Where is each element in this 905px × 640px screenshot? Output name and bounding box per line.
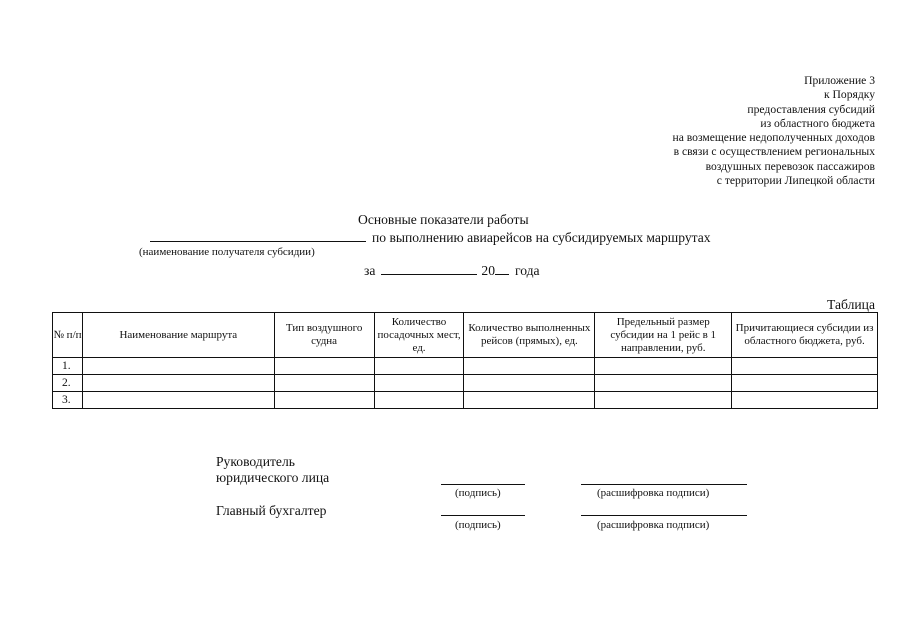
accountant-signature-note: (подпись) [455,519,501,531]
table-cell[interactable] [82,392,274,409]
accountant-decode-note: (расшифровка подписи) [597,519,710,531]
table-cell[interactable] [732,358,878,375]
period-blank[interactable] [381,263,477,275]
table-cell[interactable] [374,375,464,392]
year-blank[interactable] [495,263,509,275]
column-header: Количество выполненных рейсов (прямых), ед. [464,313,595,358]
annex-line: в связи с осуществлением региональных [673,145,875,159]
table-cell[interactable] [595,358,732,375]
accountant-decode-line[interactable] [581,515,747,516]
year-prefix: 20 [481,263,495,278]
row-number: 2. [53,375,83,392]
table-row [53,375,878,392]
annex-line: с территории Липецкой области [716,174,875,188]
recipient-note: (наименование получателя субсидии) [139,246,315,258]
subtitle-text: по выполнению авиарейсов на субсидируемых маршрутах [372,230,711,245]
year-suffix: года [515,263,540,278]
table-cell[interactable] [274,358,374,375]
column-header: Количество посадочных мест, ед. [374,313,464,358]
accountant-title: Главный бухгалтер [216,503,327,518]
table-cell[interactable] [595,375,732,392]
indicators-table [52,312,878,409]
recipient-name-blank[interactable] [150,230,366,242]
period-prefix: за [364,263,376,278]
table-cell[interactable] [274,392,374,409]
annex-line: на возмещение недополученных доходов [672,131,875,145]
table-cell[interactable] [464,392,595,409]
table-cell[interactable] [464,358,595,375]
table-cell[interactable] [374,392,464,409]
column-header: № п/п [53,313,83,358]
head-signature-line[interactable] [441,484,525,485]
annex-block [673,74,875,188]
annex-line: предоставления субсидий [747,102,875,116]
annex-line: воздушных перевозок пассажиров [705,159,875,173]
row-number: 3. [53,392,83,409]
table-cell[interactable] [82,375,274,392]
table-header-row [53,313,878,358]
table-cell[interactable] [82,358,274,375]
table-row [53,392,878,409]
table-cell[interactable] [732,375,878,392]
annex-line: к Порядку [824,88,875,102]
reporting-period [364,263,540,279]
table-cell[interactable] [595,392,732,409]
head-decode-line[interactable] [581,484,747,485]
table-row [53,358,878,375]
column-header: Причитающиеся субсидии из областного бюджета, руб. [732,313,878,358]
head-decode-note: (расшифровка подписи) [597,487,710,499]
head-signature-note: (подпись) [455,487,501,499]
table-cell[interactable] [274,375,374,392]
head-title-line1: Руководитель [216,454,295,469]
head-title-line2: юридического лица [216,470,330,485]
column-header: Наименование маршрута [82,313,274,358]
table-cell[interactable] [374,358,464,375]
table-label: Таблица [827,297,875,312]
annex-line: из областного бюджета [760,116,875,130]
row-number: 1. [53,358,83,375]
table-cell[interactable] [464,375,595,392]
annex-line: Приложение 3 [804,74,875,87]
column-header: Предельный размер субсидии на 1 рейс в 1 направлении, руб. [595,313,732,358]
document-title: Основные показатели работы [358,212,529,227]
table-cell[interactable] [732,392,878,409]
column-header: Тип воздушного судна [274,313,374,358]
document-subtitle [150,230,711,246]
accountant-signature-line[interactable] [441,515,525,516]
